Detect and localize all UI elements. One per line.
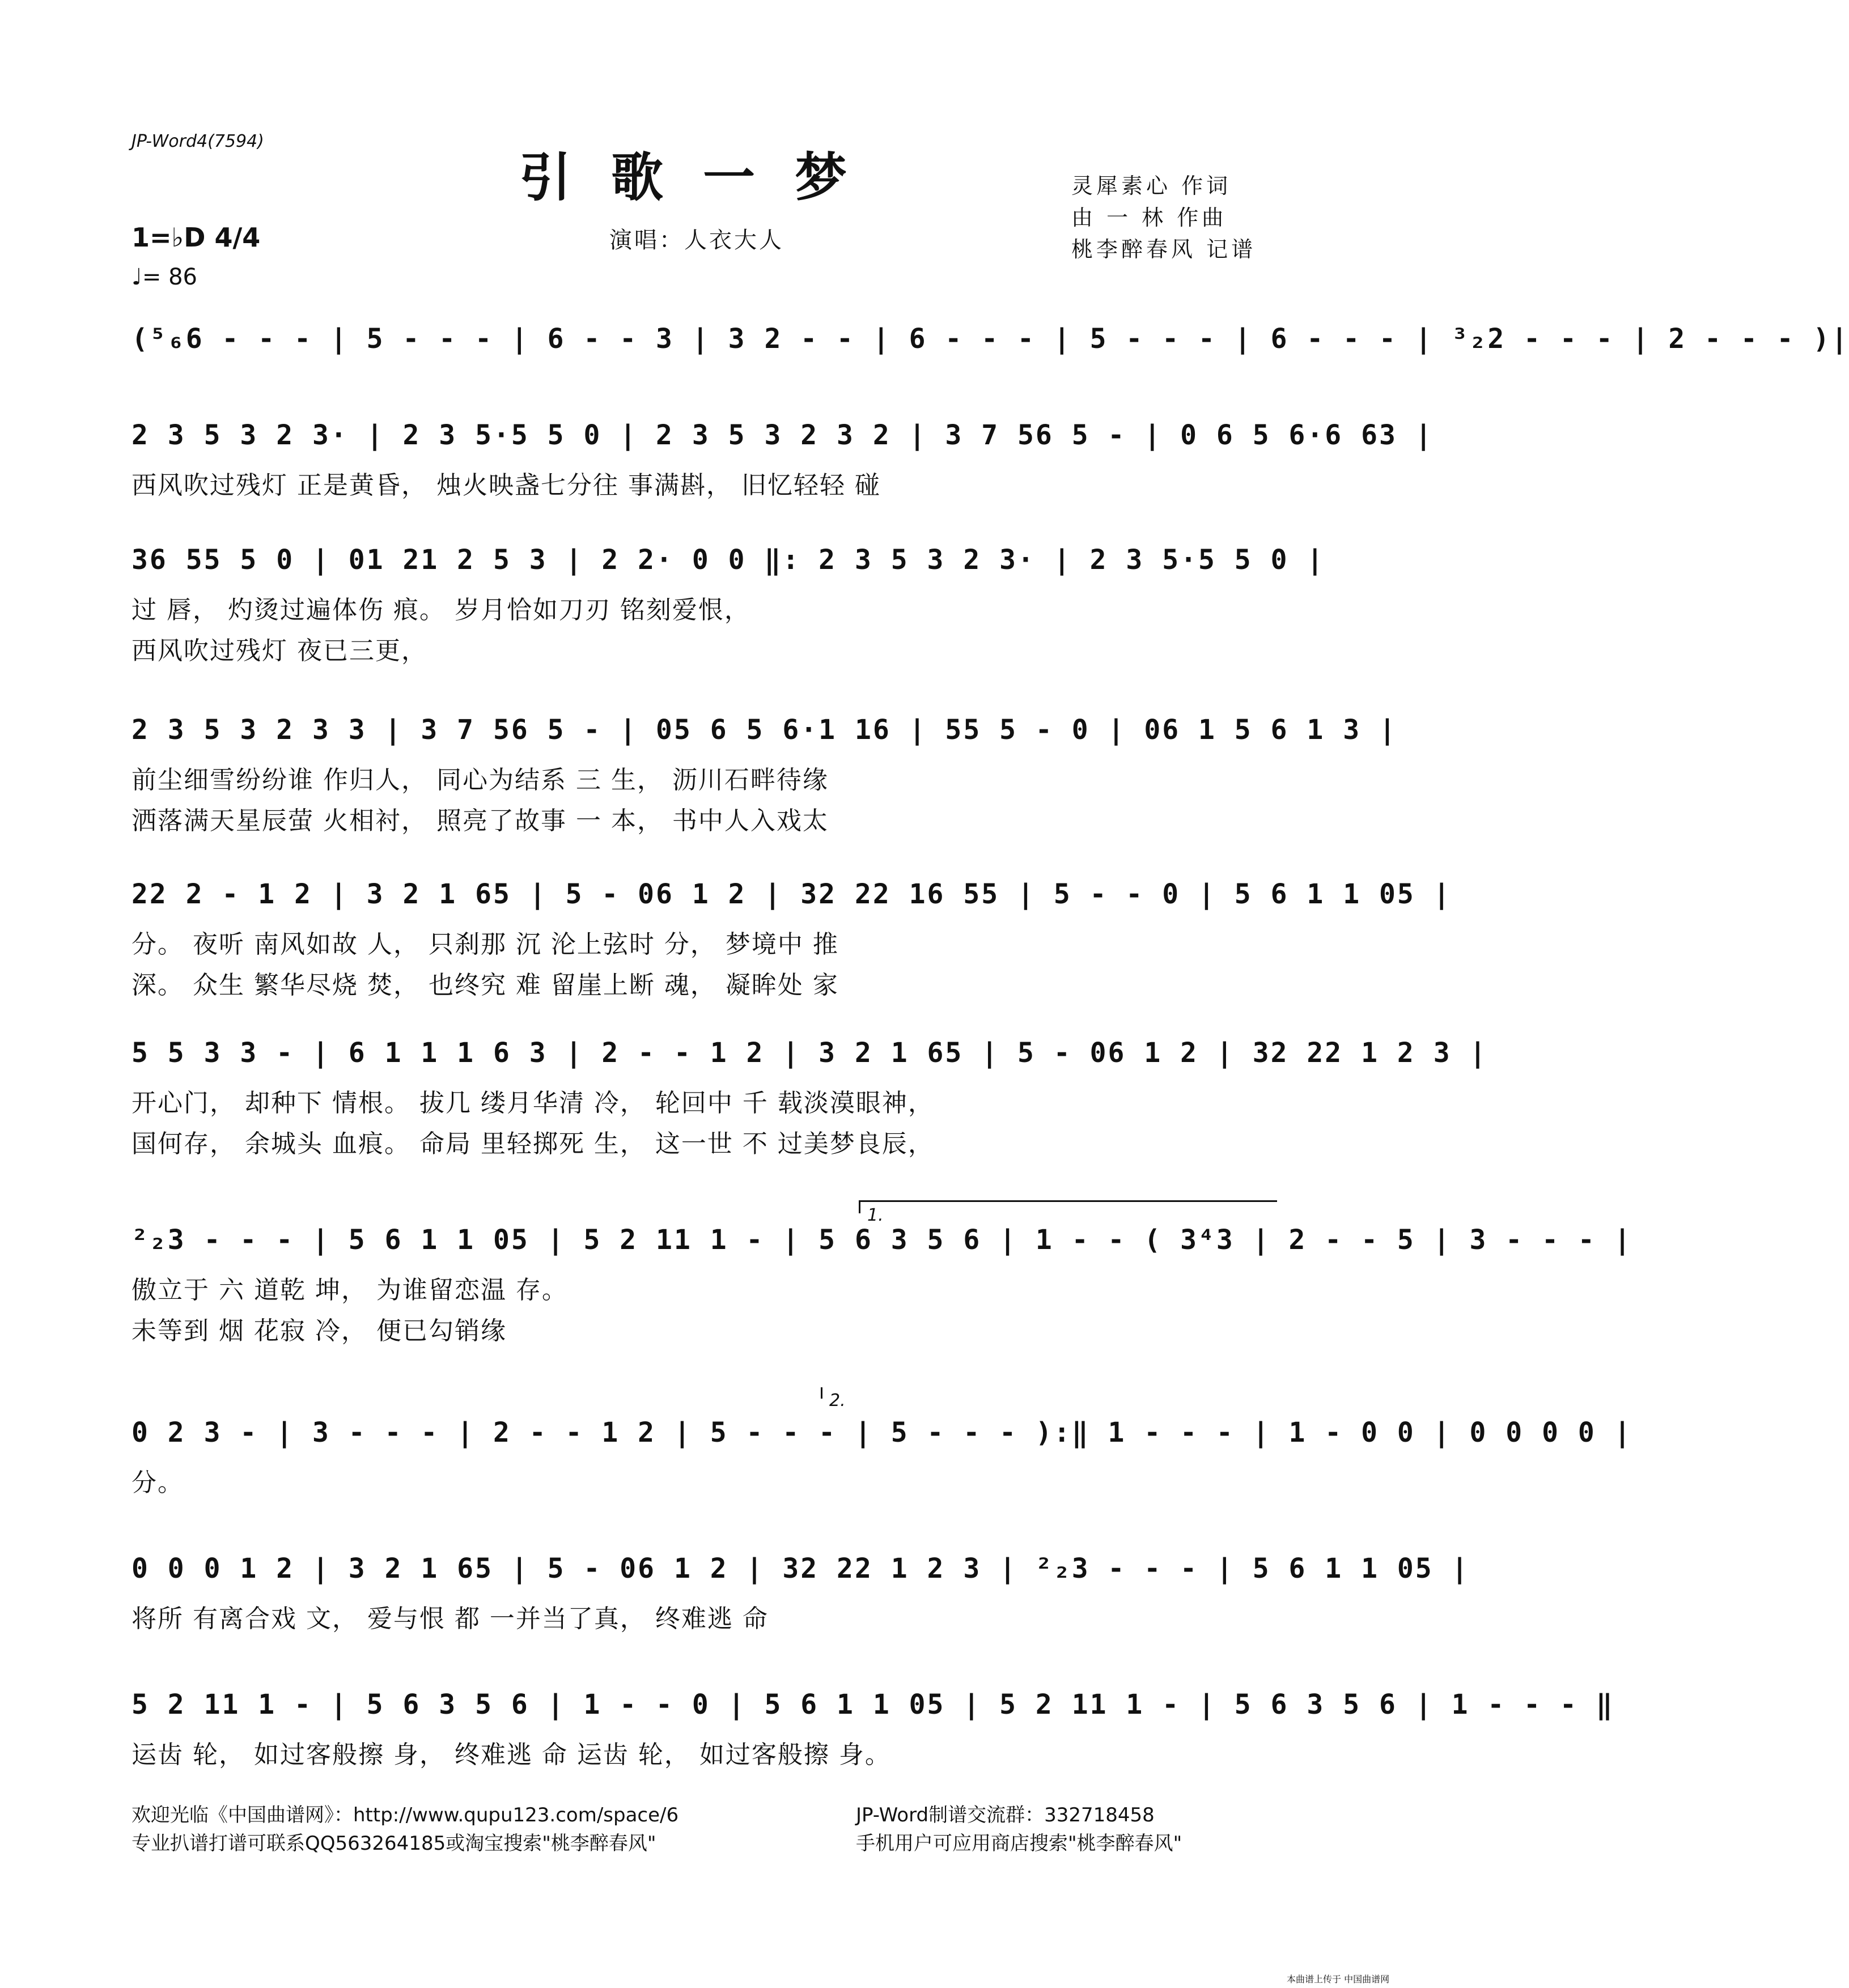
lyric-line: 过 唇， 灼烫过遍体伤 痕。 岁月恰如刀刃 铭刻爱恨， — [132, 596, 750, 625]
credits-block — [1071, 170, 1256, 265]
score-notation-row: 22 2 - 1 2 | 3 2 1 65 | 5 - 06 1 2 | 32 22 16 55 | 5 - - 0 | 5 6 1 1 05 | — [132, 878, 1452, 910]
transcriber-credit: 桃李醉春风 记谱 — [1071, 237, 1257, 262]
footer-contact: 专业扒谱打谱可联系QQ563264185或淘宝搜索"桃李醉春风" — [132, 1832, 656, 1855]
footer-site: 欢迎光临《中国曲谱网》：http://www.qupu123.com/space/6 — [132, 1804, 679, 1826]
lyric-line: 西风吹过残灯 夜已三更， — [132, 636, 427, 665]
tempo-marking: ♩= 86 — [132, 264, 197, 290]
lyric-line: 分。 夜听 南风如故 人， 只刹那 沉 沦上弦时 分， 梦境中 推 — [132, 930, 839, 959]
key-label: 1=♭D — [132, 222, 206, 253]
score-notation-row: 2 3 5 3 2 3· | 2 3 5·5 5 0 | 2 3 5 3 2 3 2 | 3 7 56 5 - | 0 6 5 6·6 63 | — [132, 419, 1434, 451]
watermark: 本曲谱上传于 中国曲谱网 — [1287, 1974, 1390, 1985]
score-notation-row: 5 5 3 3 - | 6 1 1 1 6 3 | 2 - - 1 2 | 3 2 1 65 | 5 - 06 1 2 | 32 22 1 2 3 | — [132, 1037, 1488, 1069]
lyric-line: 国何存， 余城头 血痕。 命局 里轻掷死 生， 这一世 不 过美梦良辰， — [132, 1129, 934, 1158]
score-notation-row: 0 0 0 1 2 | 3 2 1 65 | 5 - 06 1 2 | 32 22 1 2 3 | ²₂3 - - - | 5 6 1 1 05 | — [132, 1553, 1470, 1585]
lyric-line: 运齿 轮， 如过客般擦 身， 终难逃 命 运齿 轮， 如过客般擦 身。 — [132, 1740, 891, 1769]
volta-1-label: 1. — [867, 1205, 884, 1225]
score-notation-row: 36 55 5 0 | 01 21 2 5 3 | 2 2· 0 0 ‖: 2 3 5 3 2 3· | 2 3 5·5 5 0 | — [132, 544, 1325, 576]
lyric-line: 傲立于 六 道乾 坤， 为谁留恋温 存。 — [132, 1276, 568, 1305]
song-title: 引歌一梦 — [519, 147, 887, 208]
volta-2-label: 2. — [829, 1391, 846, 1411]
score-notation-row: ²₂3 - - - | 5 6 1 1 05 | 5 2 11 1 - | 5 6 3 5 6 | 1 - - ( 3⁴3 | 2 - - 5 | 3 - - - | — [132, 1224, 1632, 1256]
score-notation-row: (⁵₆6 - - - | 5 - - - | 6 - - 3 | 3 2 - - | 6 - - - | 5 - - - | 6 - - - | ³₂2 - - - | 2 - - - )| — [132, 323, 1849, 355]
score-notation-row: 5 2 11 1 - | 5 6 3 5 6 | 1 - - 0 | 5 6 1 1 05 | 5 2 11 1 - | 5 6 3 5 6 | 1 - - - ‖ — [132, 1689, 1614, 1721]
lyric-line: 开心门， 却种下 情根。 拔几 缕月华清 冷， 轮回中 千 载淡漠眼神， — [132, 1089, 934, 1118]
lyricist-credit: 灵犀素心 作词 — [1071, 173, 1232, 198]
footer-group: JP-Word制谱交流群：332718458 — [856, 1804, 1155, 1826]
lyric-line: 未等到 烟 花寂 冷， 便已勾销缘 — [132, 1316, 507, 1345]
lyric-line: 将所 有离合戏 文， 爱与恨 都 一并当了真， 终难逃 命 — [132, 1604, 769, 1633]
time-signature: 4/4 — [214, 222, 261, 253]
score-notation-row: 0 2 3 - | 3 - - - | 2 - - 1 2 | 5 - - - | 5 - - - ):‖ 1 - - - | 1 - 0 0 | 0 0 0 0 | — [132, 1417, 1632, 1448]
volta-1-bracket — [859, 1200, 1277, 1225]
composer-credit: 由 一 林 作曲 — [1071, 205, 1227, 230]
lyric-line: 分。 — [132, 1468, 184, 1497]
software-label: JP-Word4(7594) — [132, 131, 264, 151]
lyric-line: 前尘细雪纷纷谁 作归人， 同心为结系 三 生， 沥川石畔待缘 — [132, 766, 829, 795]
lyric-line: 洒落满天星辰萤 火相衬， 照亮了故事 一 本， 书中人入戏太 — [132, 806, 829, 835]
score-notation-row: 2 3 5 3 2 3 3 | 3 7 56 5 - | 05 6 5 6·1 16 | 55 5 - 0 | 06 1 5 6 1 3 | — [132, 714, 1397, 746]
lyric-line: 西风吹过残灯 正是黄昏， 烛火映盏七分往 事满斟， 旧忆轻轻 碰 — [132, 471, 881, 500]
key-signature — [132, 222, 260, 253]
volta-2-bracket — [821, 1387, 846, 1411]
lyric-line: 深。 众生 繁华尽烧 焚， 也终究 难 留崖上断 魂， 凝眸处 家 — [132, 971, 839, 1000]
footer-app: 手机用户可应用商店搜索"桃李醉春风" — [856, 1832, 1182, 1855]
singer-credit: 演唱：人衣大人 — [609, 227, 784, 253]
